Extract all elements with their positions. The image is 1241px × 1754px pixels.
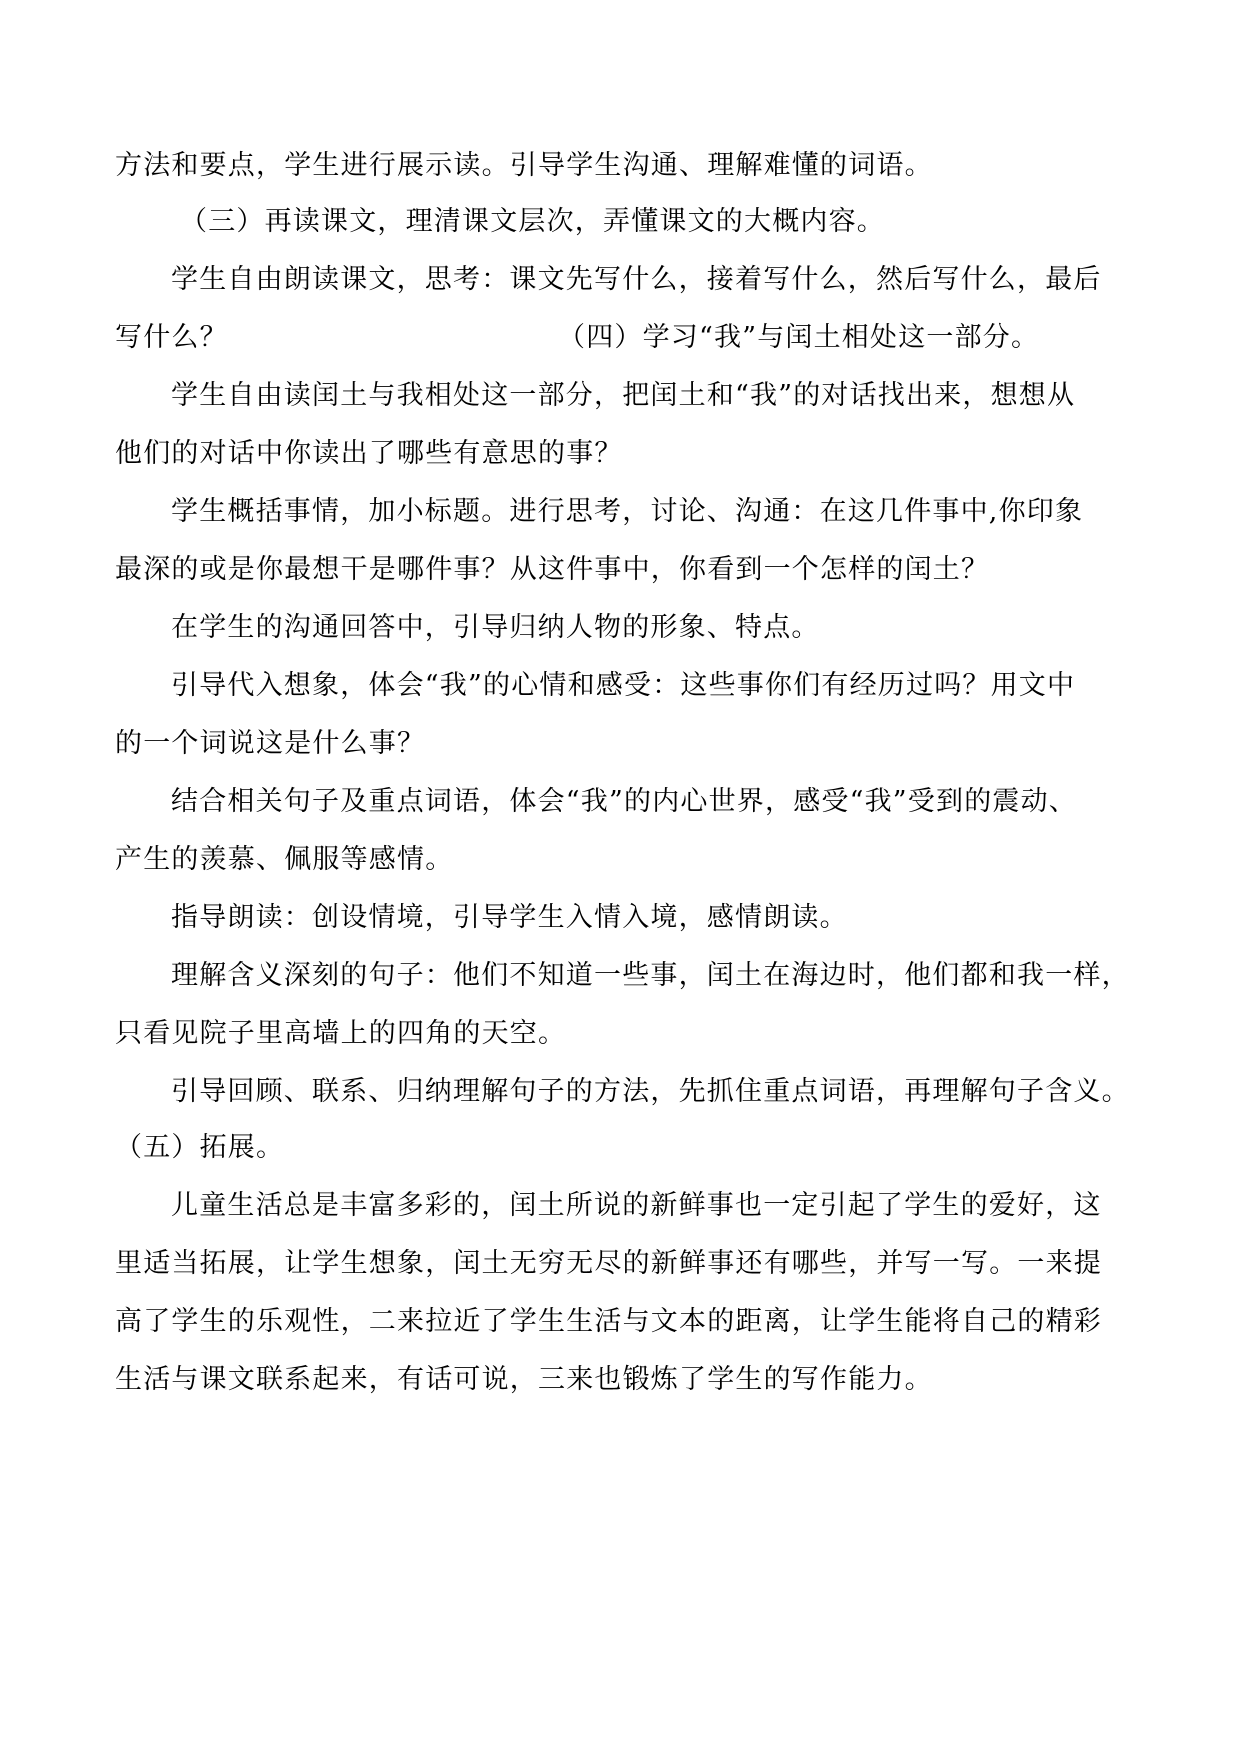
text-line: 的一个词说这是什么事？ bbox=[115, 728, 426, 759]
text-line: 他们的对话中你读出了哪些有意思的事？ bbox=[115, 438, 623, 469]
text-line: 最深的或是你最想干是哪件事？从这件事中，你看到一个怎样的闰土？ bbox=[115, 554, 990, 585]
text-line: 产生的羡慕、佩服等感情。 bbox=[115, 844, 454, 875]
text-line: 里适当拓展，让学生想象，闰土无穷无尽的新鲜事还有哪些，并写一写。一来提 bbox=[115, 1248, 1102, 1279]
text-line: 引导代入想象，体会“我”的心情和感受：这些事你们有经历过吗？用文中 bbox=[171, 670, 1076, 701]
text-line: 在学生的沟通回答中，引导归纳人物的形象、特点。 bbox=[171, 612, 820, 643]
text-line-with-heading bbox=[115, 318, 1135, 358]
text-line: 学生自由朗读课文，思考：课文先写什么，接着写什么，然后写什么，最后 bbox=[171, 264, 1102, 295]
section-heading-3: （三）再读课文，理清课文层次，弄懂课文的大概内容。 bbox=[180, 206, 885, 237]
text-line: 高了学生的乐观性，二来拉近了学生生活与文本的距离，让学生能将自己的精彩 bbox=[115, 1306, 1102, 1337]
text-line: 理解含义深刻的句子：他们不知道一些事，闰土在海边时，他们都和我一样， bbox=[171, 960, 1130, 991]
text-line: 方法和要点，学生进行展示读。引导学生沟通、理解难懂的词语。 bbox=[115, 150, 933, 181]
text-line: 只看见院子里高墙上的四角的天空。 bbox=[115, 1018, 567, 1049]
text-line: 引导回顾、联系、归纳理解句子的方法，先抓住重点词语，再理解句子含义。 bbox=[171, 1076, 1130, 1107]
section-heading-5: （五）拓展。 bbox=[115, 1132, 285, 1163]
text-line: 指导朗读：创设情境，引导学生入情入境，感情朗读。 bbox=[171, 902, 848, 933]
text-line: 儿童生活总是丰富多彩的，闰土所说的新鲜事也一定引起了学生的爱好，这 bbox=[171, 1190, 1102, 1221]
section-heading-4: （四）学习“我”与闰土相处这一部分。 bbox=[558, 322, 1040, 353]
text-line: 结合相关句子及重点词语，体会“我”的内心世界，感受“我”受到的震动、 bbox=[171, 786, 1078, 817]
text-line: 生活与课文联系起来，有话可说，三来也锻炼了学生的写作能力。 bbox=[115, 1364, 933, 1395]
text-line: 学生自由读闰土与我相处这一部分，把闰土和“我”的对话找出来，想想从 bbox=[171, 380, 1076, 411]
text-fragment: 写什么？ bbox=[115, 322, 228, 353]
text-line: 学生概括事情，加小标题。进行思考，讨论、沟通：在这几件事中,你印象 bbox=[171, 496, 1084, 527]
